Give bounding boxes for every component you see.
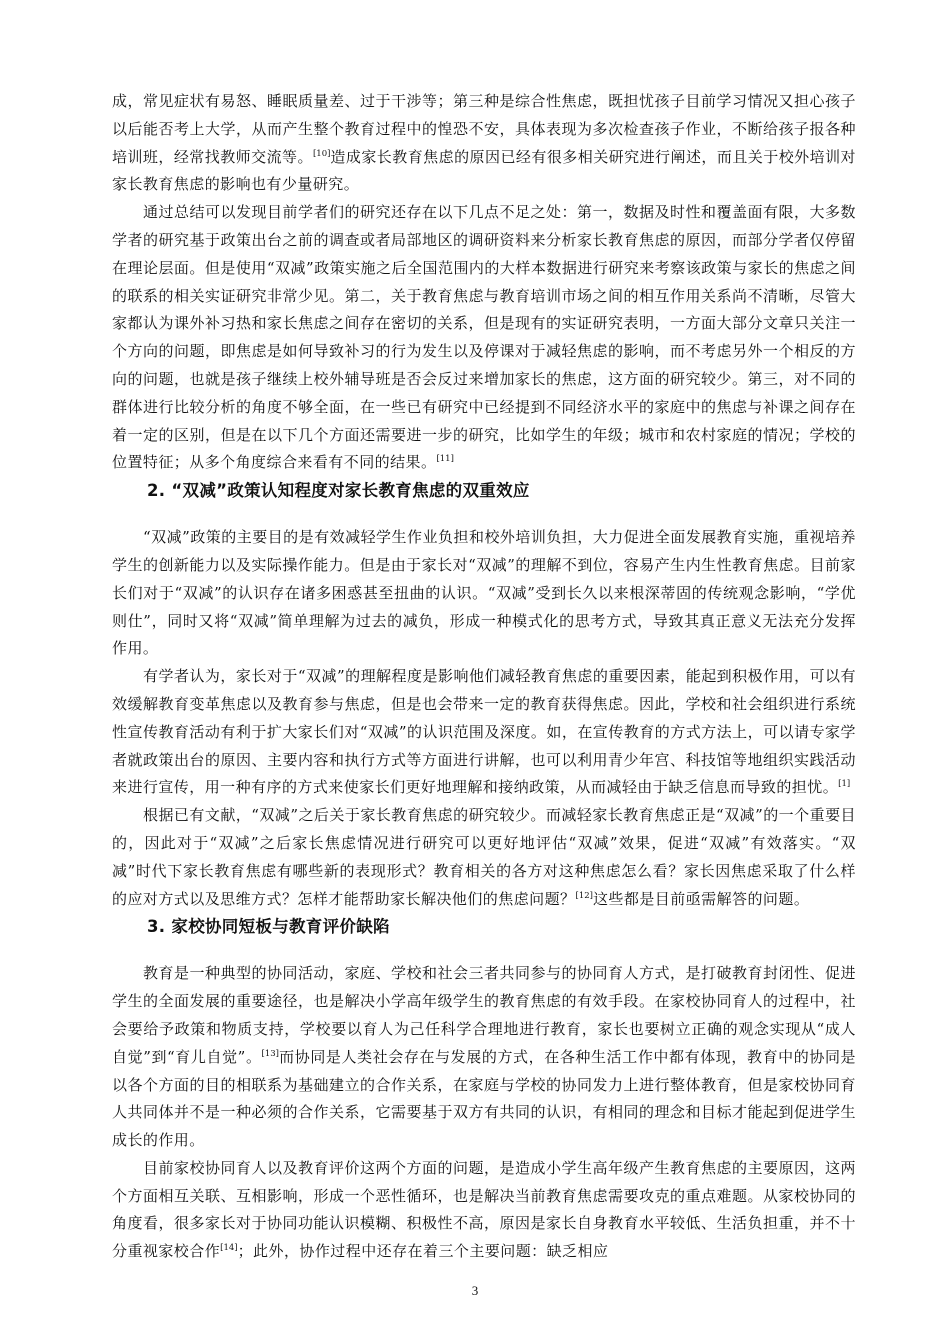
paragraph-research-gaps: 通过总结可以发现目前学者们的研究还存在以下几点不足之处：第一，数据及时性和覆盖面有限，大多数学者的研究基于政策出台之前的调查或者局部地区的调研资料来分析家长教育焦虑的原因，而部分学者仅停留在理论层面。但是使用“双减”政策实施之后全国范围内的大样本数据进行研究来考察该政策与家长的焦虑之间的联系的相关实证研究非常少见。第二，关于教育焦虑与教育培训市场之间的相互作用关系尚不清晰，尽管大家都认为课外补习热和家长焦虑之间存在密切的关系，但是现有的实证研究表明，一方面大部分文章只关注一个方向的问题，即焦虑是如何导致补习的行为发生以及停课对于减轻焦虑的影响，而不考虑另外一个相反的方向的问题，也就是孩子继续上校外辅导班是否会反过来增加家长的焦虑，这方面的研究较少。第三，对不同的群体进行比较分析的角度不够全面，在一些已有研究中已经提到不同经济水平的家庭中的焦虑与补课之间存在着一定的区别，但是在以下几个方面还需要进一步的研究，比如学生的年级；城市和农村家庭的情况；学校的位置特征；从多个角度综合来看有不同的结果。[11] xyxy=(112,203,856,472)
page-body xyxy=(112,88,856,1266)
paragraph-understanding: 有学者认为，家长对于“双减”的理解程度是影响他们减轻教育焦虑的重要因素，能起到积极作用，可以有效缓解教育变革焦虑以及教育参与焦虑，但是也会带来一定的教育获得焦虑。因此，学校和社会组织进行系统性宣传教育活动有利于扩大家长们对“双减”的认识范围及深度。如，在宣传教育的方式方法上，可以请专家学者就政策出台的原因、主要内容和执行方式等方面进行讲解，也可以利用青少年宫、科技馆等地组织实践活动来进行宣传，用一种有序的方式来使家长们更好地理解和接纳政策，从而减轻由于缺乏信息而导致的担忧。[1] xyxy=(112,667,856,797)
citation-1[interactable]: [1] xyxy=(838,779,851,790)
section-heading-2: 2. “双减”政策认知程度对家长教育焦虑的双重效应 xyxy=(147,481,530,501)
section-heading-3: 3. 家校协同短板与教育评价缺陷 xyxy=(147,917,390,937)
citation-14[interactable]: [14] xyxy=(220,1243,238,1254)
paragraph-policy-goal: “双减”政策的主要目的是有效减轻学生作业负担和校外培训负担，大力促进全面发展教育实施，重视培养学生的创新能力以及实际操作能力。但是由于家长对“双减”的理解不到位，容易产生内生性教育焦虑。目前家长们对于“双减”的认识存在诸多困惑甚至扭曲的认识。“双减”受到长久以来根深蒂固的传统观念影响，“学优则仕”，同时又将“双减”简单理解为过去的减负，形成一种模式化的思考方式，导致其真正意义无法充分发挥作用。 xyxy=(112,528,856,658)
citation-11[interactable]: [11] xyxy=(436,454,454,465)
citation-10[interactable]: [10] xyxy=(312,148,331,159)
paragraph-evaluation: 目前家校协同育人以及教育评价这两个方面的问题，是造成小学生高年级产生教育焦虑的主要原因，这两个方面相互关联、互相影响，形成一个恶性循环，也是解决当前教育焦虑需要攻克的重点难题。从家校协同的角度看，很多家长对于协同功能认识模糊、积极性不高，原因是家长自身教育水平较低、生活负担重，并不十分重视家校合作[14]；此外，协作过程中还存在着三个主要问题：缺乏相应 xyxy=(112,1158,856,1261)
page-number: 3 xyxy=(471,1283,479,1298)
citation-13[interactable]: [13] xyxy=(261,1048,279,1059)
paragraph-literature: 根据已有文献，“双减”之后关于家长教育焦虑的研究较少。而减轻家长教育焦虑正是“双减”的一个重要目的，因此对于“双减”之后家长焦虑情况进行研究可以更好地评估“双减”效果，促进“双减”有效落实。“双减”时代下家长教育焦虑有哪些新的表现形式？教育相关的各方对这种焦虑怎么看？家长因焦虑采取了什么样的应对方式以及思维方式？怎样才能帮助家长解决他们的焦虑问题？[12]这些都是目前亟需解答的问题。 xyxy=(112,806,856,908)
citation-12[interactable]: [12] xyxy=(575,890,593,901)
paragraph-continuation: 成，常见症状有易怒、睡眠质量差、过于干涉等；第三种是综合性焦虑，既担忧孩子目前学习情况又担心孩子以后能否考上大学，从而产生整个教育过程中的惶恐不安，具体表现为多次检查孩子作业，不断给孩子报各种培训班，经常找教师交流等。[10]造成家长教育焦虑的原因已经有很多相关研究进行阐述，而且关于校外培训对家长教育焦虑的影响也有少量研究。 xyxy=(112,92,856,194)
paragraph-collaboration: 教育是一种典型的协同活动，家庭、学校和社会三者共同参与的协同育人方式，是打破教育封闭性、促进学生的全面发展的重要途径，也是解决小学高年级学生的教育焦虑的有效手段。在家校协同育人的过程中，社会要给予政策和物质支持，学校要以育人为己任科学合理地进行教育，家长也要树立正确的观念实现从“成人自觉”到“育儿自觉”。[13]而协同是人类社会存在与发展的方式，在各种生活工作中都有体现，教育中的协同是以各个方面的目的相联系为基础建立的合作关系，在家庭与学校的协同发力上进行整体教育，但是家校协同育人共同体并不是一种必须的合作关系，它需要基于双方有共同的认识，有相同的理念和目标才能起到促进学生成长的作用。 xyxy=(112,964,856,1150)
